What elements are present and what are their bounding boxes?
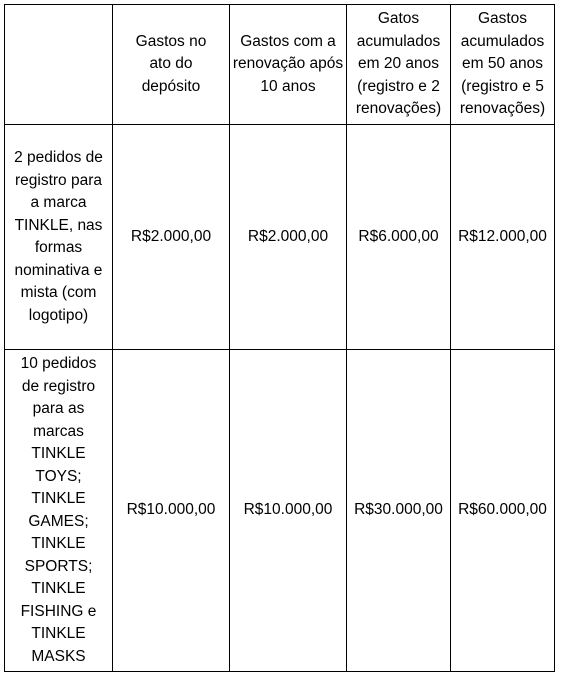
row-label-cell xyxy=(5,125,113,350)
header-label: Gatos acumulados em 20 anos (registro e 2 renovações) xyxy=(355,10,442,118)
header-cell-accumulated-20 xyxy=(347,5,451,125)
header-empty-cell xyxy=(5,5,113,125)
header-cell-renewal-10 xyxy=(230,5,347,125)
table-row xyxy=(5,350,555,672)
value-cell: R$6.000,00 xyxy=(347,125,451,350)
header-label: Gastos acumulados em 50 anos (registro e 5 renovações) xyxy=(459,10,546,118)
value-cell: R$12.000,00 xyxy=(451,125,555,350)
trademark-cost-table xyxy=(4,4,555,672)
value-cell: R$60.000,00 xyxy=(451,350,555,672)
value-cell: R$30.000,00 xyxy=(347,350,451,672)
row-label: 10 pedidos de registro para as marcas TINKLE TOYS; TINKLE GAMES; TINKLE SPORTS; TINKLE FISHING e TINKLE MASKS xyxy=(20,355,97,665)
header-cell-accumulated-50 xyxy=(451,5,555,125)
header-label: Gastos no ato do depósito xyxy=(135,32,207,95)
value-cell: R$10.000,00 xyxy=(113,350,230,672)
header-cell-deposit xyxy=(113,5,230,125)
value-cell: R$10.000,00 xyxy=(230,350,347,672)
header-label: Gastos com a renovação após 10 anos xyxy=(232,32,344,95)
table-header-row xyxy=(5,5,555,125)
value-cell: R$2.000,00 xyxy=(113,125,230,350)
value-cell: R$2.000,00 xyxy=(230,125,347,350)
row-label-cell xyxy=(5,350,113,672)
table-row xyxy=(5,125,555,350)
row-label: 2 pedidos de registro para a marca TINKLE, nas formas nominativa e mista (com logotipo) xyxy=(14,149,103,324)
cost-table-container xyxy=(4,4,555,672)
